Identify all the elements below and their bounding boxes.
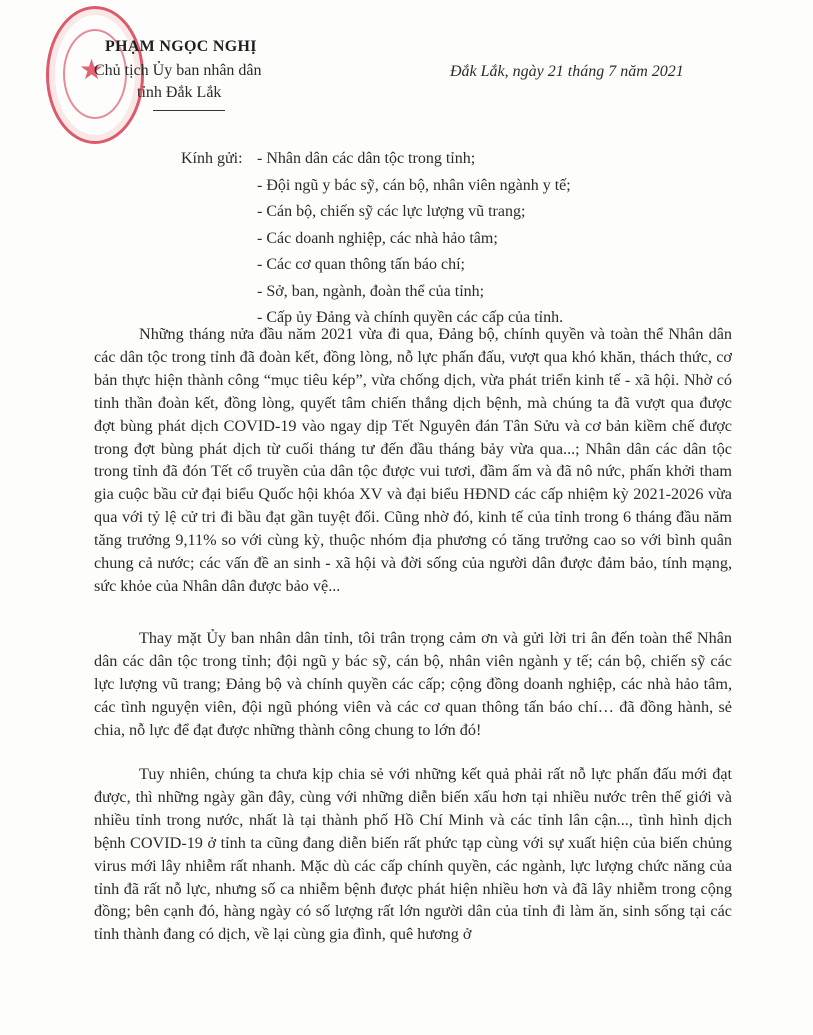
recipient-item: - Cán bộ, chiến sỹ các lực lượng vũ trang;: [257, 203, 526, 220]
recipient-item: - Đội ngũ y bác sỹ, cán bộ, nhân viên ngành y tế;: [257, 176, 571, 194]
recipients-label: Kính gửi:: [181, 150, 243, 167]
sender-province: tỉnh Đắk Lắk: [137, 84, 222, 101]
body-paragraph-1: Những tháng nửa đầu năm 2021 vừa đi qua, Đảng bộ, chính quyền và toàn thể Nhân dân các dân tộc trong tỉnh đã đoàn kết, đồng lòng, nỗ lực phấn đấu, vượt qua khó khăn, thách thức, cơ bản thực hiện thành công “mục tiêu kép”, vừa chống dịch, vừa phát triển kinh tế - xã hội. Nhờ có tinh thần đoàn kết, đồng lòng, quyết tâm chiến thắng dịch bệnh, mà chúng ta đã vượt qua được đợt bùng phát dịch COVID-19 vào ngay dịp Tết Nguyên đán Tân Sửu và cơ bản kiềm chế được trong đợt bùng phát dịch từ cuối tháng tư đến đầu tháng bảy vừa qua...; Nhân dân các dân tộc trong tỉnh đã đón Tết cổ truyền của dân tộc được vui tươi, đầm ấm và đã nô nức, phấn khởi tham gia cuộc bầu cử đại biểu Quốc hội khóa XV và đại biểu HĐND các cấp nhiệm kỳ 2021-2026 vừa qua với tỷ lệ cử tri đi bầu đạt gần tuyệt đối. Cũng nhờ đó, kinh tế của tỉnh trong 6 tháng đầu năm tăng trưởng 9,11% so với cùng kỳ, thuộc nhóm địa phương có tăng trưởng cao so với bình quân chung cả nước; các vấn đề an sinh - xã hội và đời sống của người dân được đảm bảo, tính mạng, sức khỏe của Nhân dân được bảo vệ...: [94, 325, 732, 595]
recipient-row: [181, 252, 571, 279]
recipient-item: - Cấp ủy Đảng và chính quyền các cấp của tỉnh.: [257, 309, 564, 326]
body-paragraph-3: Tuy nhiên, chúng ta chưa kịp chia sẻ với những kết quả phải rất nỗ lực phấn đấu mới đạt được, thì những ngày gần đây, cùng với những diễn biến xấu hơn tại nhiều nước trên thế giới và nhiều tỉnh trong nước, nhất là tại thành phố Hồ Chí Minh và các tỉnh lân cận..., tình hình dịch bệnh COVID-19 ở tỉnh ta cũng đang diễn biến rất phức tạp cùng với sự xuất hiện của biến chủng virus mới lây nhiễm rất nhanh. Mặc dù các cấp chính quyền, các ngành, lực lượng chức năng của tỉnh đã rất nỗ lực, nhưng số ca nhiễm bệnh được phát hiện nhiều hơn và đã lây nhiễm trong cộng đồng; bên cạnh đó, hàng ngày có số lượng rất lớn người dân của tỉnh đi làm ăn, sinh sống tại các tỉnh thành đang có dịch, về lại cùng gia đình, quê hương ở: [94, 765, 732, 944]
recipient-item: - Sở, ban, ngành, đoàn thể của tỉnh;: [257, 282, 485, 300]
recipient-item: - Các doanh nghiệp, các nhà hảo tâm;: [257, 229, 498, 247]
star-icon: ★: [79, 53, 105, 86]
recipient-row: [181, 226, 571, 253]
recipient-row: [181, 279, 571, 306]
header-divider: [153, 110, 225, 111]
recipient-list: [181, 146, 571, 332]
sender-title: Chủ tịch Ủy ban nhân dân: [94, 62, 262, 79]
date-line: Đắk Lắk, ngày 21 tháng 7 năm 2021: [450, 63, 684, 80]
recipient-row: [181, 199, 571, 226]
recipient-item: - Nhân dân các dân tộc trong tỉnh;: [257, 150, 476, 167]
recipient-item: - Các cơ quan thông tấn báo chí;: [257, 256, 465, 273]
sender-name: PHẠM NGỌC NGHỊ: [105, 38, 257, 55]
recipient-row: [181, 173, 571, 200]
body-paragraph-2: Thay mặt Ủy ban nhân dân tỉnh, tôi trân trọng cảm ơn và gửi lời tri ân đến toàn thể Nhân dân các dân tộc trong tỉnh; đội ngũ y bác sỹ, cán bộ, nhân viên ngành y tế; cán bộ, chiến sỹ các lực lượng vũ trang; Đảng bộ và chính quyền các cấp; cộng đồng doanh nghiệp, các nhà hảo tâm, các tình nguyện viên, đội ngũ phóng viên và các cơ quan thông tấn báo chí… đã đồng hành, sẻ chia, nỗ lực để đạt được những thành công chung to lớn đó!: [94, 629, 732, 739]
recipient-row: [181, 146, 571, 173]
